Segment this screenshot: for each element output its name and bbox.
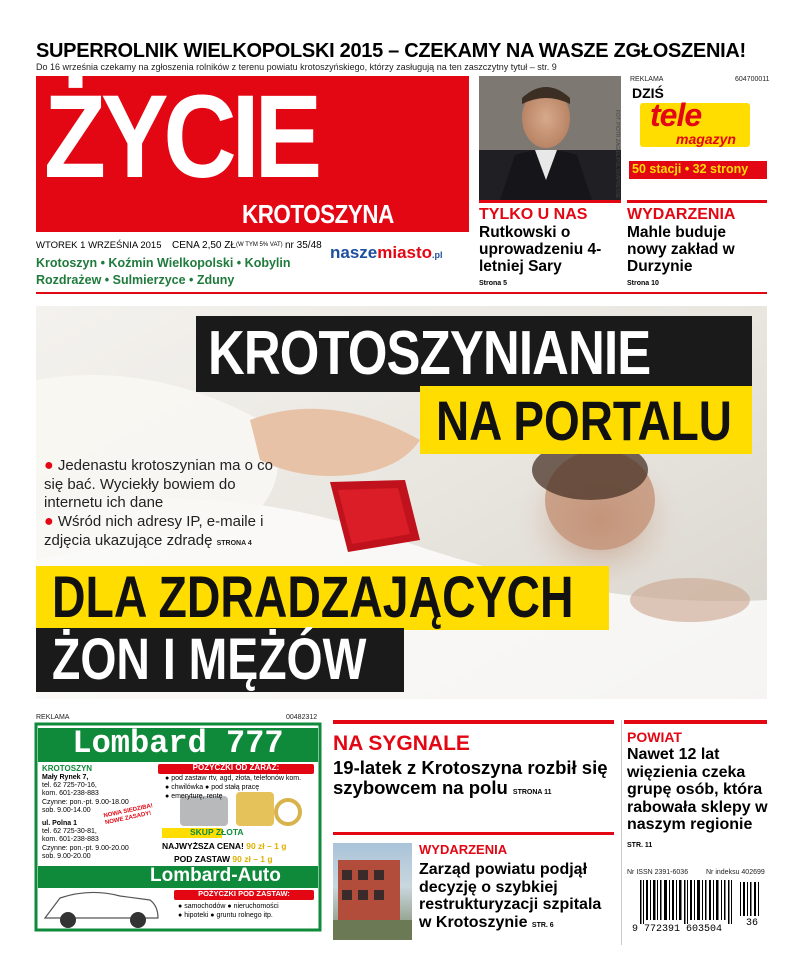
rutkowski-photo	[479, 76, 621, 200]
offer-item: ● pod zastaw rtv, agd, złota, telefonów kom.	[165, 775, 302, 782]
teaser-left-kicker: TYLKO U NAS	[479, 206, 588, 223]
auto-offers	[178, 902, 279, 920]
lombard-city: KROTOSZYN	[42, 764, 93, 773]
brand-part-a: nasze	[330, 243, 378, 262]
teaser-right-headline[interactable]: Mahle buduje nowy zakład w Durzynie	[627, 224, 735, 276]
hero-headline-4[interactable]: ŻON I MĘŻÓW	[52, 627, 367, 692]
teaser-right-page: Strona 10	[627, 280, 659, 287]
teaser-left-headline[interactable]: Rutkowski o uprowadzeniu 4-letniej Sary	[479, 224, 602, 276]
masthead-subtitle: KROTOSZYNA	[242, 199, 394, 229]
auto-offer-text: nieruchomości	[233, 903, 279, 910]
teaser-left-page: Strona 5	[479, 280, 508, 287]
top-banner-subtitle: Do 16 września czekamy na zgłoszenia rolników z terenu powiatu krotoszyńskiego, którzy zasługują na ten zaszczytny tytuł – str. 9	[36, 62, 557, 72]
addr1-street: Mały Rynek 7,	[42, 773, 89, 781]
issue-vat: (W TYM 5% VAT)	[236, 242, 283, 248]
story-hospital-text: Zarząd powiatu podjął decyzję o szybkiej restrukturyzacji szpitala w Krotoszynie	[419, 861, 602, 931]
lombard-skup: SKUP ZŁOTA	[190, 827, 244, 837]
offer-text: emeryturę, rentę	[171, 792, 223, 800]
hospital-photo	[333, 843, 412, 940]
story-hospital-headline[interactable]	[419, 861, 615, 931]
issue-price: CENA 2,50 ZŁ	[172, 240, 236, 251]
offer-text: chwilówka	[171, 783, 204, 791]
story-hospital-kicker: WYDARZENIA	[419, 842, 508, 857]
hero-headline-2[interactable]: NA PORTALU	[436, 389, 732, 452]
bullet-dot-icon: ●	[44, 513, 54, 531]
brand-part-b: miasto	[377, 243, 433, 262]
story-signal-text: 19-latek z Krotoszyna rozbił się szybowcem na polu	[333, 757, 608, 799]
teaser-right-kicker: WYDARZENIA	[627, 206, 736, 223]
brand-part-c: .pl	[432, 250, 443, 260]
story-powiat-page: STR. 11	[627, 841, 653, 849]
addr2-hours: Czynne: pon.-pt. 9.00-20.00	[42, 844, 129, 852]
lombard-title[interactable]: Lombard 777	[72, 725, 284, 762]
barcode-digits: 9 772391 603504	[632, 924, 723, 935]
auto-offer-text: hipoteki	[184, 912, 209, 920]
lombard-new-badge: NOWA SIEDZIBA! NOWE ZASADY!	[103, 803, 154, 826]
issue-date: WTOREK 1 WRZEŚNIA 2015	[36, 240, 162, 251]
tele-word: tele	[650, 97, 702, 133]
offer-item: ● chwilówka ● pod stałą pracę	[165, 783, 260, 791]
hero-bullet-2	[44, 512, 284, 550]
addr1-kom: kom. 601-238-883	[42, 790, 99, 798]
ad-label: REKLAMA	[630, 76, 664, 83]
price2-label: POD ZASTAW	[174, 854, 231, 864]
offer-text: pod zastaw rtv, agd, złota, telefonów kom.	[171, 775, 302, 782]
addr1-hours: Czynne: pon.-pt. 9.00-18.00	[42, 798, 129, 806]
story-signal-page: STRONA 11	[512, 789, 552, 797]
top-banner-title: SUPERROLNIK WIELKOPOLSKI 2015 – CZEKAMY NA WASZE ZGŁOSZENIA!	[36, 40, 746, 62]
issn: Nr ISSN 2391-6036	[627, 869, 689, 876]
tele-strip: 50 stacji • 32 strony	[632, 162, 749, 176]
story-signal-kicker: NA SYGNALE	[333, 732, 470, 755]
story-signal-headline[interactable]	[333, 758, 623, 799]
addr2-sat: sob. 9.00-20.00	[42, 853, 91, 861]
story-powiat-headline[interactable]	[627, 746, 769, 852]
auto-offer-row: ● samochodów ● nieruchomości	[178, 903, 279, 910]
lombard-ad-code: 00482312	[286, 714, 318, 721]
addr1-sat: sob. 9.00-14.00	[42, 807, 91, 815]
tele-today: DZIŚ	[632, 85, 664, 101]
hero-headline-1[interactable]: KROTOSZYNIANIE	[208, 319, 651, 388]
lombard-price-1	[162, 842, 286, 851]
towns-line-1: Krotoszyn • Koźmin Wielkopolski • Kobylin	[36, 256, 291, 270]
offer-text: pod stałą pracę	[211, 783, 260, 791]
lombard-auto-title[interactable]: Lombard-Auto	[150, 865, 281, 886]
lombard-price-2	[174, 855, 273, 864]
hero-bullet-1-text: Jedenastu krotoszynian ma o co się bać. Wyciekły bowiem do internetu ich dane	[44, 457, 273, 511]
auto-offer-row: ● hipoteki ● gruntu rolnego itp.	[178, 912, 273, 920]
magazyn-word: magazyn	[676, 131, 736, 147]
hero-bullet-page: STRONA 4	[216, 539, 252, 547]
lombard-ad-label: REKLAMA	[36, 714, 70, 721]
lombard-offer-title: POŻYCZKI OD ZARAZ:	[192, 763, 280, 772]
barcode-issue-code: 36	[746, 918, 759, 929]
index-number: Nr indeksu 402699	[706, 869, 765, 876]
naszemiasto-logo[interactable]	[330, 243, 443, 263]
addr1-tel: tel. 62 725-70-16,	[42, 781, 97, 789]
ad-code: 604700011	[735, 76, 770, 83]
story-hospital-page: STR. 6	[531, 921, 554, 929]
towns-line-2: Rozdrażew • Sulmierzyce • Zduny	[36, 273, 235, 287]
offer-item: ● emeryturę, rentę	[165, 792, 223, 800]
story-powiat-kicker: POWIAT	[627, 729, 682, 745]
price2-value: 90 zł – 1 g	[232, 854, 273, 864]
photo-credit: FOT. PIOTR ZAGIEŁ/POLSKAPRESSE	[614, 110, 620, 199]
hero-headline-3[interactable]: DLA ZDRADZAJĄCYCH	[52, 565, 574, 630]
bullet-dot-icon: ●	[44, 457, 54, 474]
auto-offer-text: samochodów	[184, 903, 226, 910]
addr2-kom: kom. 601-238-883	[42, 836, 99, 844]
masthead-title: ŻYCIE	[44, 71, 318, 203]
hero-bullets	[44, 456, 284, 550]
hero-bullet-1	[44, 456, 284, 512]
issue-number: nr 35/48	[285, 240, 322, 251]
lombard-offers	[165, 775, 301, 801]
hero-bullet-2-text: Wśród nich adresy IP, e-maile i zdjęcia ukazujące zdradę	[44, 513, 264, 549]
auto-offer-text: gruntu rolnego itp.	[216, 912, 273, 920]
addr2-tel: tel. 62 725-30-81,	[42, 827, 97, 835]
story-powiat-text: Nawet 12 lat więzienia czeka grupę osób, która rabowała sklepy w naszym regionie	[627, 746, 768, 834]
auto-offer-title: POŻYCZKI POD ZASTAW:	[198, 889, 290, 898]
addr2-street: ul. Polna 1	[42, 819, 78, 827]
price1-value: 90 zł – 1 g	[246, 841, 287, 851]
price1-label: NAJWYŻSZA CENA!	[162, 841, 244, 851]
